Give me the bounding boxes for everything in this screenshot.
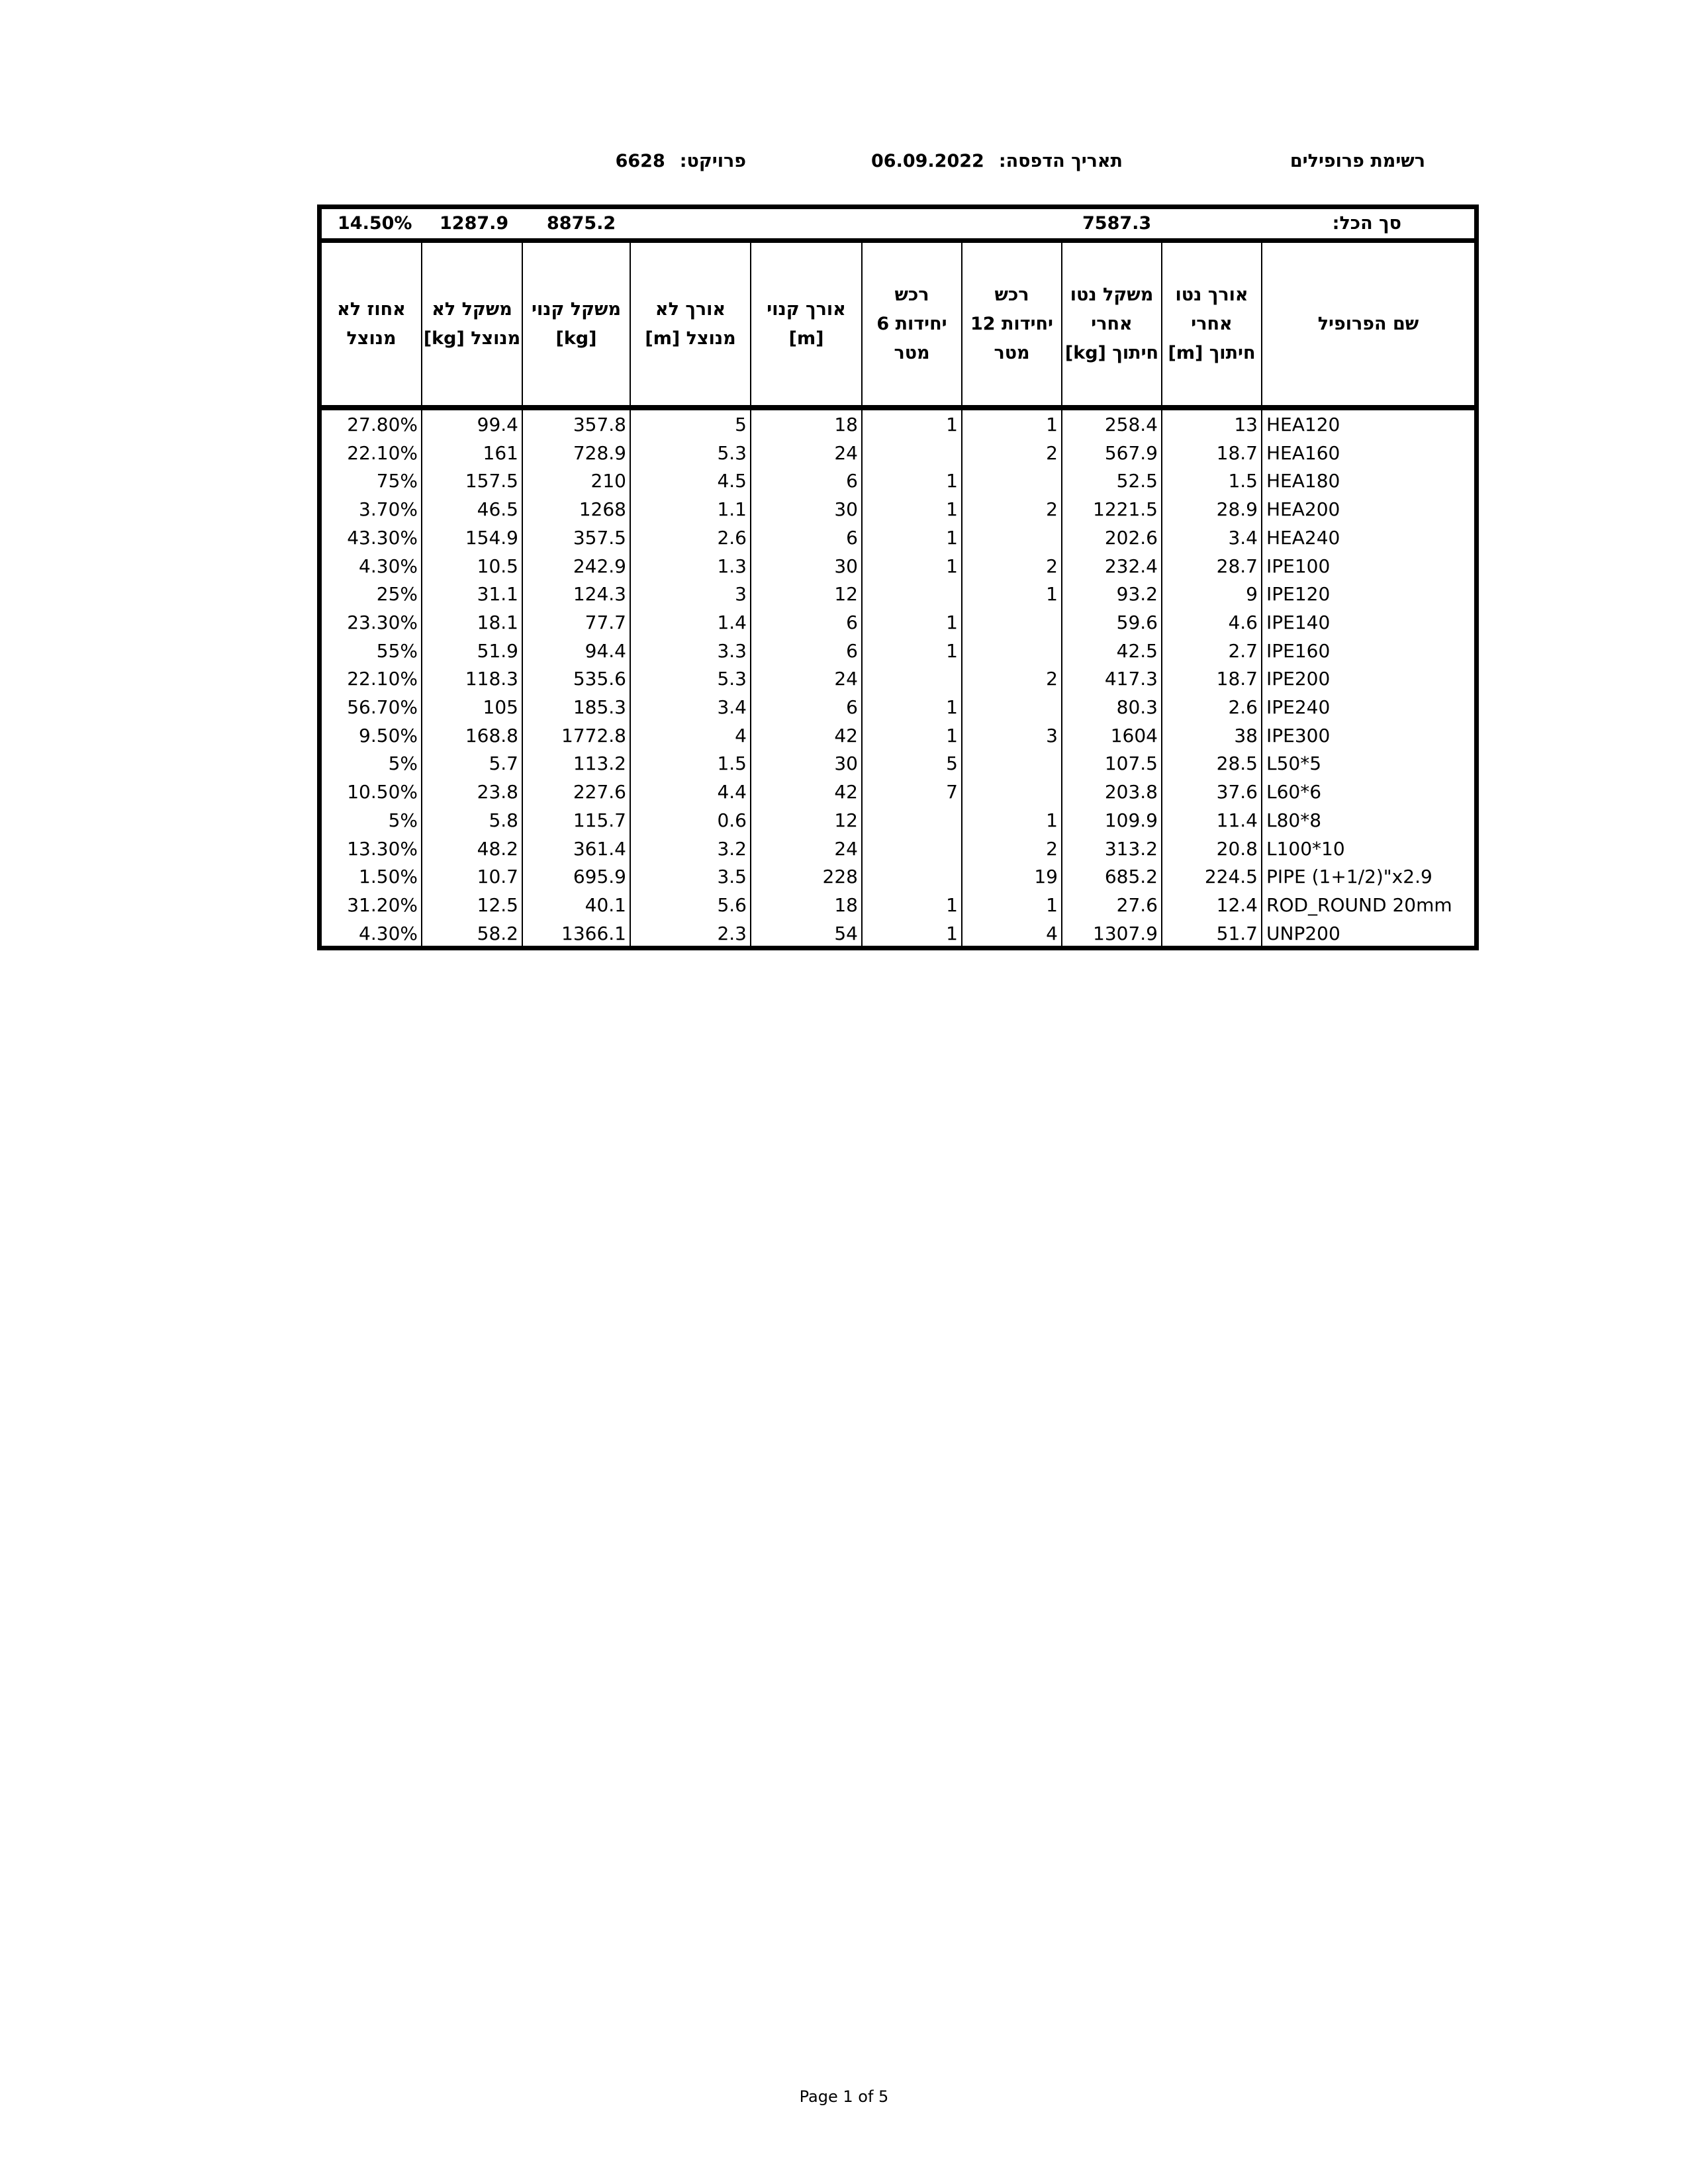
cell-unused-percent: 3.70% xyxy=(322,495,422,523)
cell-purchase-weight: 40.1 xyxy=(523,891,631,919)
cell-purchase-weight: 535.6 xyxy=(523,664,631,693)
cell-purchase-weight: 94.4 xyxy=(523,637,631,665)
cell-unused-weight: 118.3 xyxy=(422,664,523,693)
cell-unused-length: 4.5 xyxy=(631,467,751,495)
cell-profile-name: IPE300 xyxy=(1266,724,1331,747)
cell-purchase-length: 6 xyxy=(751,637,863,665)
cell-unused-weight: 46.5 xyxy=(422,495,523,523)
cell-unused-weight: 31.1 xyxy=(422,580,523,608)
cell-net-weight: 27.6 xyxy=(1062,891,1162,919)
col-net-weight: משקל נטו אחרי חיתוך [kg] xyxy=(1062,243,1162,405)
cell-units-12m xyxy=(962,749,1062,778)
table-row xyxy=(322,495,1474,523)
cell-profile-name: HEA200 xyxy=(1266,498,1340,521)
cell-unused-length: 3.2 xyxy=(631,835,751,863)
cell-unused-weight: 5.8 xyxy=(422,806,523,835)
cell-unused-percent: 23.30% xyxy=(322,608,422,637)
table-row xyxy=(322,552,1474,580)
cell-units-6m: 1 xyxy=(863,919,962,948)
cell-units-12m: 2 xyxy=(962,835,1062,863)
cell-units-12m: 2 xyxy=(962,664,1062,693)
cell-purchase-length: 42 xyxy=(751,778,863,806)
cell-net-weight: 313.2 xyxy=(1062,835,1162,863)
cell-purchase-length: 24 xyxy=(751,439,863,467)
cell-unused-weight: 161 xyxy=(422,439,523,467)
cell-unused-length: 4.4 xyxy=(631,778,751,806)
cell-units-12m: 4 xyxy=(962,919,1062,948)
cell-purchase-length: 18 xyxy=(751,410,863,439)
cell-unused-weight: 18.1 xyxy=(422,608,523,637)
cell-unused-length: 5.3 xyxy=(631,664,751,693)
column-headers xyxy=(322,243,1474,410)
col-purchase-length: אורך קנוי [m] xyxy=(751,243,863,405)
cell-purchase-weight: 210 xyxy=(523,467,631,495)
col-net-length: אורך נטו אחרי חיתוך [m] xyxy=(1162,243,1262,405)
cell-net-weight: 685.2 xyxy=(1062,862,1162,891)
cell-purchase-weight: 1268 xyxy=(523,495,631,523)
cell-unused-percent: 4.30% xyxy=(322,552,422,580)
cell-units-12m: 3 xyxy=(962,721,1062,750)
cell-units-12m: 1 xyxy=(962,891,1062,919)
cell-unused-length: 5 xyxy=(631,410,751,439)
total-unused-weight: 1287.9 xyxy=(440,213,509,234)
cell-unused-percent: 9.50% xyxy=(322,721,422,750)
col-units-6m: רכש יחידות 6 מטר xyxy=(863,243,962,405)
cell-net-length: 12.4 xyxy=(1162,891,1262,919)
cell-unused-weight: 154.9 xyxy=(422,523,523,552)
cell-units-6m: 1 xyxy=(863,495,962,523)
cell-purchase-length: 24 xyxy=(751,835,863,863)
cell-purchase-length: 6 xyxy=(751,693,863,721)
cell-unused-length: 2.6 xyxy=(631,523,751,552)
cell-unused-percent: 5% xyxy=(322,749,422,778)
cell-unused-weight: 105 xyxy=(422,693,523,721)
cell-net-weight: 232.4 xyxy=(1062,552,1162,580)
cell-net-weight: 417.3 xyxy=(1062,664,1162,693)
table-row xyxy=(322,919,1474,948)
cell-units-6m: 1 xyxy=(863,523,962,552)
table-row xyxy=(322,721,1474,750)
col-purchase-weight: משקל קנוי [kg] xyxy=(523,243,631,405)
print-date xyxy=(871,151,1123,171)
cell-net-length: 51.7 xyxy=(1162,919,1262,948)
cell-profile-name: L80*8 xyxy=(1266,809,1322,831)
cell-purchase-length: 42 xyxy=(751,721,863,750)
cell-purchase-weight: 227.6 xyxy=(523,778,631,806)
cell-net-length: 9 xyxy=(1162,580,1262,608)
cell-net-length: 18.7 xyxy=(1162,664,1262,693)
cell-net-length: 224.5 xyxy=(1162,862,1262,891)
table-row xyxy=(322,467,1474,495)
cell-unused-percent: 55% xyxy=(322,637,422,665)
cell-units-6m: 1 xyxy=(863,410,962,439)
cell-purchase-weight: 113.2 xyxy=(523,749,631,778)
cell-profile-name: ROD_ROUND 20mm xyxy=(1266,893,1452,916)
cell-profile-name: IPE120 xyxy=(1266,583,1331,606)
table-row xyxy=(322,410,1474,439)
cell-units-12m: 2 xyxy=(962,552,1062,580)
cell-purchase-length: 54 xyxy=(751,919,863,948)
cell-purchase-length: 30 xyxy=(751,495,863,523)
project-label: פרויקט: xyxy=(679,151,746,171)
cell-unused-percent: 27.80% xyxy=(322,410,422,439)
cell-net-weight: 1307.9 xyxy=(1062,919,1162,948)
cell-net-length: 2.6 xyxy=(1162,693,1262,721)
cell-unused-weight: 58.2 xyxy=(422,919,523,948)
profiles-table xyxy=(317,205,1479,950)
table-row xyxy=(322,749,1474,778)
print-date-value: 06.09.2022 xyxy=(871,151,984,171)
cell-net-length: 28.7 xyxy=(1162,552,1262,580)
cell-units-12m: 2 xyxy=(962,495,1062,523)
cell-units-12m xyxy=(962,608,1062,637)
col-unused-percent: אחוז לא מנוצל xyxy=(322,243,422,405)
cell-units-6m xyxy=(863,439,962,467)
cell-units-12m xyxy=(962,693,1062,721)
cell-net-length: 4.6 xyxy=(1162,608,1262,637)
cell-unused-weight: 12.5 xyxy=(422,891,523,919)
cell-unused-length: 1.5 xyxy=(631,749,751,778)
cell-units-12m xyxy=(962,467,1062,495)
cell-profile-name: L60*6 xyxy=(1266,781,1322,803)
cell-unused-weight: 168.8 xyxy=(422,721,523,750)
cell-net-weight: 93.2 xyxy=(1062,580,1162,608)
cell-net-length: 20.8 xyxy=(1162,835,1262,863)
cell-net-weight: 52.5 xyxy=(1062,467,1162,495)
table-row xyxy=(322,862,1474,891)
print-date-label: תאריך הדפסה: xyxy=(998,151,1123,171)
cell-unused-percent: 56.70% xyxy=(322,693,422,721)
cell-unused-percent: 5% xyxy=(322,806,422,835)
cell-profile-name: L50*5 xyxy=(1266,752,1322,775)
cell-unused-length: 1.4 xyxy=(631,608,751,637)
cell-unused-percent: 10.50% xyxy=(322,778,422,806)
cell-net-weight: 59.6 xyxy=(1062,608,1162,637)
cell-unused-weight: 5.7 xyxy=(422,749,523,778)
cell-purchase-weight: 728.9 xyxy=(523,439,631,467)
cell-net-weight: 202.6 xyxy=(1062,523,1162,552)
cell-net-weight: 42.5 xyxy=(1062,637,1162,665)
cell-units-6m: 1 xyxy=(863,693,962,721)
cell-units-6m xyxy=(863,806,962,835)
report-title: רשימת פרופילים xyxy=(1289,151,1425,171)
cell-net-length: 1.5 xyxy=(1162,467,1262,495)
totals-row xyxy=(322,209,1474,243)
cell-net-length: 2.7 xyxy=(1162,637,1262,665)
cell-unused-weight: 51.9 xyxy=(422,637,523,665)
cell-units-6m: 5 xyxy=(863,749,962,778)
col-units-12m: רכש יחידות 12 מטר xyxy=(962,243,1062,405)
cell-purchase-weight: 695.9 xyxy=(523,862,631,891)
cell-unused-percent: 13.30% xyxy=(322,835,422,863)
cell-unused-length: 4 xyxy=(631,721,751,750)
cell-unused-weight: 48.2 xyxy=(422,835,523,863)
cell-net-length: 28.9 xyxy=(1162,495,1262,523)
cell-unused-percent: 31.20% xyxy=(322,891,422,919)
cell-unused-percent: 22.10% xyxy=(322,664,422,693)
total-net-weight: 7587.3 xyxy=(1082,213,1152,234)
cell-net-length: 3.4 xyxy=(1162,523,1262,552)
col-unused-length: אורך לא מנוצל [m] xyxy=(631,243,751,405)
cell-purchase-weight: 115.7 xyxy=(523,806,631,835)
cell-unused-weight: 157.5 xyxy=(422,467,523,495)
cell-purchase-weight: 1772.8 xyxy=(523,721,631,750)
cell-purchase-length: 6 xyxy=(751,608,863,637)
cell-units-6m: 1 xyxy=(863,608,962,637)
cell-unused-weight: 10.5 xyxy=(422,552,523,580)
cell-units-12m xyxy=(962,778,1062,806)
cell-unused-weight: 10.7 xyxy=(422,862,523,891)
cell-profile-name: HEA160 xyxy=(1266,441,1340,464)
cell-units-6m: 1 xyxy=(863,891,962,919)
cell-net-length: 28.5 xyxy=(1162,749,1262,778)
cell-units-6m xyxy=(863,580,962,608)
cell-net-length: 13 xyxy=(1162,410,1262,439)
totals-label: סך הכל: xyxy=(1332,213,1401,234)
table-row xyxy=(322,806,1474,835)
cell-unused-length: 0.6 xyxy=(631,806,751,835)
col-unused-weight: משקל לא מנוצל [kg] xyxy=(422,243,523,405)
cell-purchase-length: 30 xyxy=(751,749,863,778)
cell-units-12m: 1 xyxy=(962,580,1062,608)
table-row xyxy=(322,637,1474,665)
cell-units-12m xyxy=(962,523,1062,552)
cell-units-6m: 7 xyxy=(863,778,962,806)
cell-profile-name: IPE160 xyxy=(1266,639,1331,662)
cell-net-weight: 107.5 xyxy=(1062,749,1162,778)
cell-unused-length: 2.3 xyxy=(631,919,751,948)
cell-net-length: 18.7 xyxy=(1162,439,1262,467)
cell-net-weight: 1221.5 xyxy=(1062,495,1162,523)
cell-unused-percent: 1.50% xyxy=(322,862,422,891)
cell-profile-name: HEA120 xyxy=(1266,414,1340,435)
cell-unused-length: 3.5 xyxy=(631,862,751,891)
table-row xyxy=(322,835,1474,863)
cell-profile-name: HEA180 xyxy=(1266,470,1340,492)
cell-purchase-length: 6 xyxy=(751,467,863,495)
cell-profile-name: IPE240 xyxy=(1266,696,1331,718)
cell-purchase-weight: 124.3 xyxy=(523,580,631,608)
cell-purchase-length: 228 xyxy=(751,862,863,891)
cell-unused-length: 1.1 xyxy=(631,495,751,523)
cell-purchase-length: 24 xyxy=(751,664,863,693)
cell-purchase-weight: 361.4 xyxy=(523,835,631,863)
cell-profile-name: IPE100 xyxy=(1266,555,1331,577)
cell-units-6m xyxy=(863,862,962,891)
cell-purchase-weight: 357.8 xyxy=(523,410,631,439)
cell-purchase-weight: 1366.1 xyxy=(523,919,631,948)
cell-units-12m: 1 xyxy=(962,806,1062,835)
page-footer: Page 1 of 5 xyxy=(799,2087,889,2106)
cell-unused-percent: 25% xyxy=(322,580,422,608)
cell-net-weight: 258.4 xyxy=(1062,410,1162,439)
cell-unused-percent: 43.30% xyxy=(322,523,422,552)
col-profile-name: שם הפרופיל xyxy=(1317,313,1419,334)
cell-purchase-weight: 185.3 xyxy=(523,693,631,721)
table-row xyxy=(322,664,1474,693)
cell-profile-name: L100*10 xyxy=(1266,837,1345,860)
cell-unused-length: 3.3 xyxy=(631,637,751,665)
cell-units-12m: 1 xyxy=(962,410,1062,439)
table-row xyxy=(322,891,1474,919)
cell-unused-length: 1.3 xyxy=(631,552,751,580)
table-row xyxy=(322,523,1474,552)
cell-units-6m: 1 xyxy=(863,637,962,665)
cell-profile-name: PIPE (1+1/2)"x2.9 xyxy=(1266,866,1432,888)
cell-net-weight: 1604 xyxy=(1062,721,1162,750)
cell-units-6m xyxy=(863,835,962,863)
cell-unused-weight: 23.8 xyxy=(422,778,523,806)
cell-net-length: 38 xyxy=(1162,721,1262,750)
table-row xyxy=(322,580,1474,608)
cell-unused-length: 5.3 xyxy=(631,439,751,467)
cell-net-weight: 80.3 xyxy=(1062,693,1162,721)
cell-purchase-length: 18 xyxy=(751,891,863,919)
cell-unused-length: 3 xyxy=(631,580,751,608)
cell-units-6m: 1 xyxy=(863,552,962,580)
cell-units-6m: 1 xyxy=(863,721,962,750)
cell-units-12m: 2 xyxy=(962,439,1062,467)
total-purchase-weight: 8875.2 xyxy=(547,213,616,234)
cell-unused-percent: 4.30% xyxy=(322,919,422,948)
cell-purchase-weight: 357.5 xyxy=(523,523,631,552)
cell-unused-weight: 99.4 xyxy=(422,410,523,439)
cell-purchase-length: 6 xyxy=(751,523,863,552)
cell-net-length: 11.4 xyxy=(1162,806,1262,835)
cell-purchase-weight: 242.9 xyxy=(523,552,631,580)
total-unused-percent: 14.50% xyxy=(338,213,412,234)
table-row xyxy=(322,693,1474,721)
cell-unused-length: 3.4 xyxy=(631,693,751,721)
cell-purchase-weight: 77.7 xyxy=(523,608,631,637)
cell-purchase-length: 12 xyxy=(751,806,863,835)
cell-net-weight: 567.9 xyxy=(1062,439,1162,467)
cell-net-length: 37.6 xyxy=(1162,778,1262,806)
cell-purchase-length: 12 xyxy=(751,580,863,608)
cell-unused-percent: 22.10% xyxy=(322,439,422,467)
cell-profile-name: IPE200 xyxy=(1266,668,1331,690)
cell-profile-name: UNP200 xyxy=(1266,922,1340,944)
cell-units-6m xyxy=(863,664,962,693)
project-value: 6628 xyxy=(615,151,665,171)
cell-units-12m xyxy=(962,637,1062,665)
cell-units-12m: 19 xyxy=(962,862,1062,891)
table-row xyxy=(322,608,1474,637)
cell-profile-name: HEA240 xyxy=(1266,526,1340,549)
table-row xyxy=(322,778,1474,806)
table-row xyxy=(322,439,1474,467)
cell-net-weight: 109.9 xyxy=(1062,806,1162,835)
cell-profile-name: IPE140 xyxy=(1266,611,1331,633)
cell-net-weight: 203.8 xyxy=(1062,778,1162,806)
project xyxy=(616,151,746,171)
cell-unused-percent: 75% xyxy=(322,467,422,495)
cell-units-6m: 1 xyxy=(863,467,962,495)
cell-purchase-length: 30 xyxy=(751,552,863,580)
cell-unused-length: 5.6 xyxy=(631,891,751,919)
